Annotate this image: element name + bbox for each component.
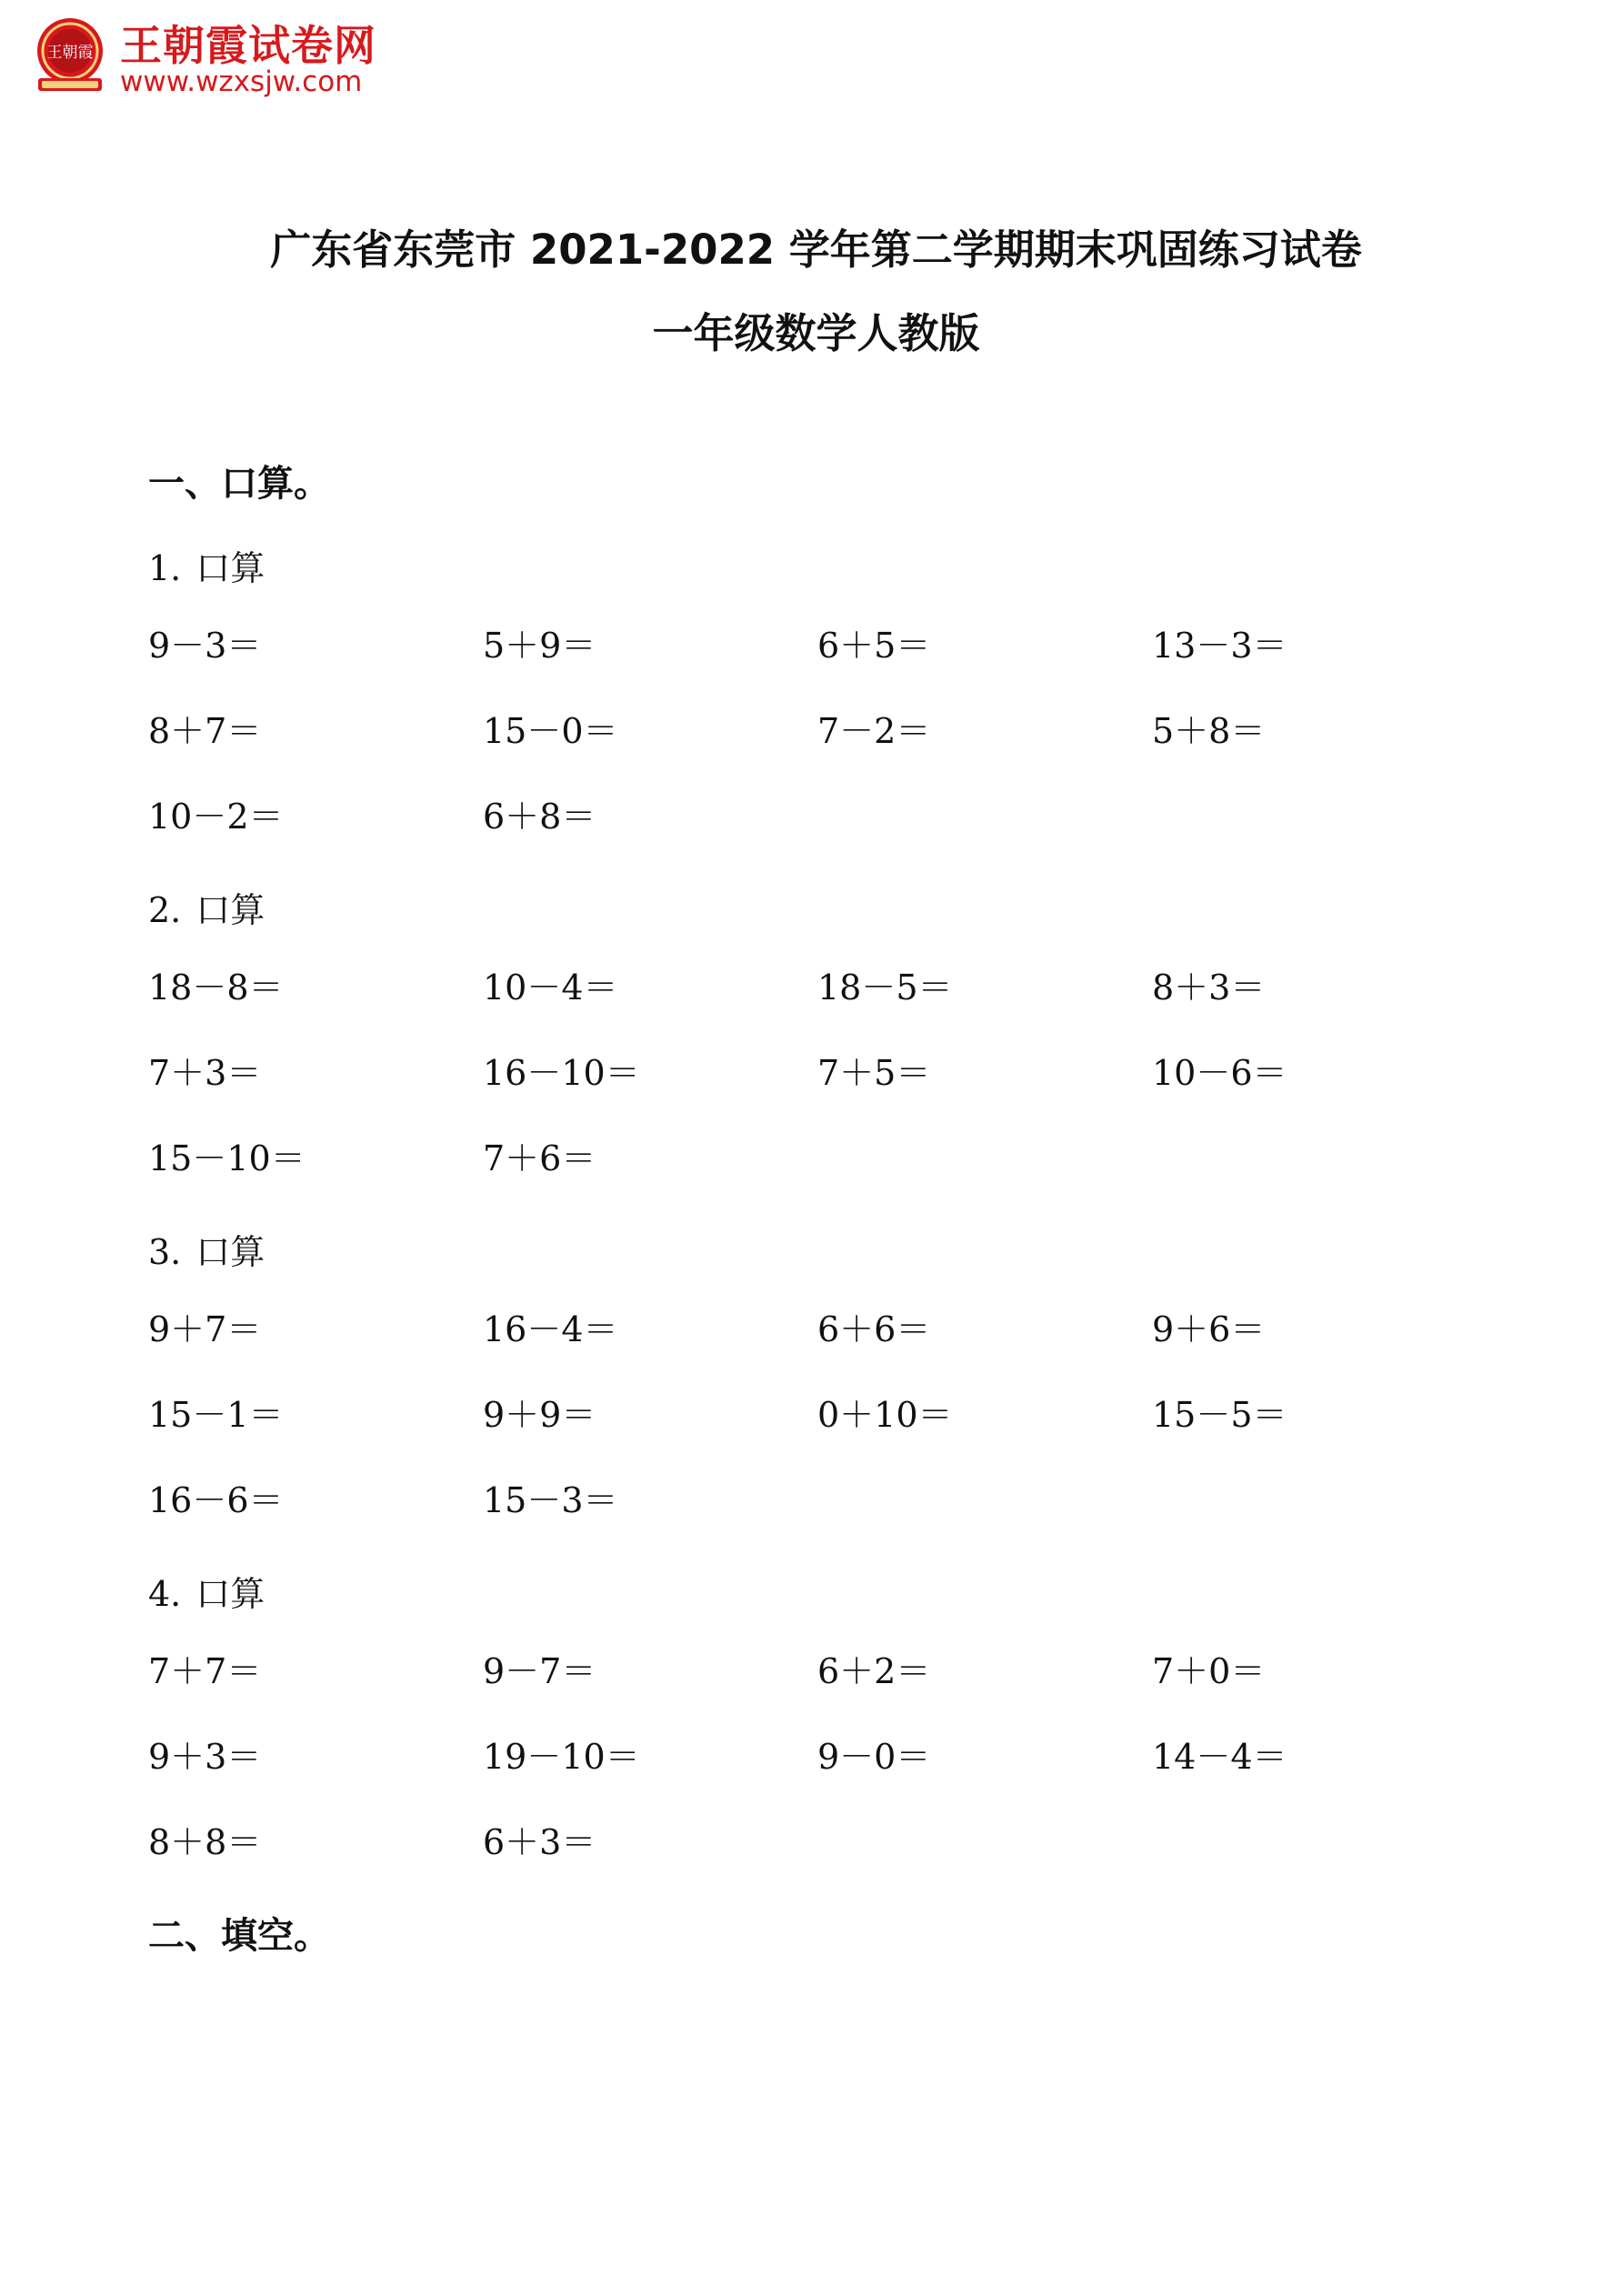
part-label: 口算 <box>195 1574 265 1614</box>
part-number: 1. <box>148 548 182 588</box>
problem: 9＋7＝ <box>148 1309 262 1349</box>
problem: 18－5＝ <box>817 968 953 1008</box>
problem: 14－4＝ <box>1152 1737 1287 1777</box>
problem: 7＋5＝ <box>817 1053 931 1093</box>
problem: 9＋3＝ <box>148 1737 262 1777</box>
problem: 9－3＝ <box>148 626 262 666</box>
site-logo <box>25 9 416 100</box>
part-number: 3. <box>148 1232 182 1272</box>
problem: 9＋9＝ <box>483 1395 596 1435</box>
problem: 16－4＝ <box>483 1309 618 1349</box>
part-heading-4 <box>148 1566 265 1616</box>
problem: 6＋8＝ <box>483 797 596 837</box>
seal-icon <box>29 15 111 96</box>
part-number: 4. <box>148 1574 182 1614</box>
problem: 6＋5＝ <box>817 626 931 666</box>
problem: 15－0＝ <box>483 711 618 751</box>
part-label: 口算 <box>195 890 265 930</box>
problem: 15－3＝ <box>483 1480 618 1520</box>
problem: 15－10＝ <box>148 1138 306 1178</box>
problem: 16－10＝ <box>483 1053 640 1093</box>
problem: 7＋7＝ <box>148 1651 262 1691</box>
problem: 6＋6＝ <box>817 1309 931 1349</box>
problem: 7－2＝ <box>817 711 931 751</box>
part-heading-2 <box>148 882 265 932</box>
part-heading-1 <box>148 540 265 590</box>
part-label: 口算 <box>195 1232 265 1272</box>
problem: 15－1＝ <box>148 1395 284 1435</box>
problem: 7＋6＝ <box>483 1138 596 1178</box>
problem: 15－5＝ <box>1152 1395 1287 1435</box>
problem: 9－7＝ <box>483 1651 596 1691</box>
problem: 8＋3＝ <box>1152 968 1266 1008</box>
problem-grid-3 <box>148 1309 1494 1566</box>
problem: 7＋0＝ <box>1152 1651 1266 1691</box>
problem: 6＋2＝ <box>817 1651 931 1691</box>
problem: 18－8＝ <box>148 968 284 1008</box>
section-heading-oral-calc: 一、口算。 <box>148 463 330 505</box>
problem: 5＋8＝ <box>1152 711 1266 751</box>
problem: 9－0＝ <box>817 1737 931 1777</box>
problem: 19－10＝ <box>483 1737 640 1777</box>
logo-url[interactable]: www.wzxsjw.com <box>120 65 363 98</box>
problem: 8＋8＝ <box>148 1822 262 1862</box>
part-number: 2. <box>148 890 182 930</box>
problem-grid-1 <box>148 626 1494 882</box>
page-title: 广东省东莞市 2021-2022 学年第二学期期末巩固练习试卷 <box>270 226 1362 274</box>
logo-name: 王朝霞试卷网 <box>120 21 376 70</box>
problem-grid-2 <box>148 968 1494 1224</box>
problem: 13－3＝ <box>1152 626 1287 666</box>
problem: 10－4＝ <box>483 968 618 1008</box>
problem-grid-4 <box>148 1651 1494 1908</box>
problem: 10－2＝ <box>148 797 284 837</box>
section-heading-fill-blank: 二、填空。 <box>148 1915 330 1957</box>
seal-text: 王朝霞 <box>46 44 94 62</box>
problem: 8＋7＝ <box>148 711 262 751</box>
part-label: 口算 <box>195 548 265 588</box>
problem: 0＋10＝ <box>817 1395 953 1435</box>
problem: 6＋3＝ <box>483 1822 596 1862</box>
problem: 7＋3＝ <box>148 1053 262 1093</box>
problem: 5＋9＝ <box>483 626 596 666</box>
page-subtitle: 一年级数学人教版 <box>652 309 980 357</box>
part-heading-3 <box>148 1224 265 1274</box>
problem: 16－6＝ <box>148 1480 284 1520</box>
problem: 10－6＝ <box>1152 1053 1287 1093</box>
problem: 9＋6＝ <box>1152 1309 1266 1349</box>
